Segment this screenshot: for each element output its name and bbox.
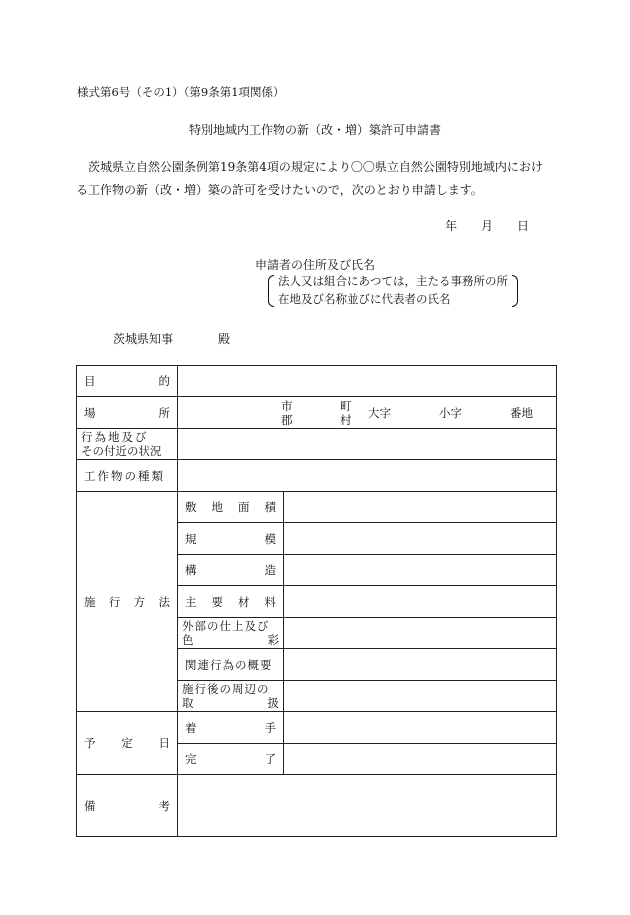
location-machi: 町 — [340, 398, 352, 413]
location-value[interactable] — [178, 397, 557, 429]
materials-label: 主 要 材 料 — [185, 594, 276, 609]
location-label: 場 所 — [84, 405, 170, 420]
row-site-area — [77, 492, 557, 523]
site-area-label: 敷 地 面 積 — [185, 500, 276, 514]
surroundings-label: 施行後の周辺の 取 扱 — [182, 682, 279, 710]
related-acts-label: 関連行為の概要 — [185, 657, 273, 672]
row-location — [77, 397, 557, 429]
right-bracket — [512, 275, 518, 307]
purpose-value[interactable] — [178, 366, 557, 397]
date-day: 日 — [517, 219, 530, 233]
date-year: 年 — [445, 219, 458, 233]
row-purpose — [77, 366, 557, 397]
structure-type-label: 工作物の種類 — [84, 468, 165, 483]
application-table — [76, 365, 557, 837]
structure-type-value[interactable] — [178, 460, 557, 492]
construction-label: 構 造 — [185, 563, 276, 577]
schedule-label-cell — [77, 712, 178, 775]
surroundings-value[interactable] — [284, 681, 557, 712]
scale-value[interactable] — [284, 523, 557, 555]
completion-date-value[interactable] — [284, 744, 557, 775]
left-bracket — [268, 275, 274, 307]
row-structure-type — [77, 460, 557, 492]
intro-line-1: 茨城県立自然公園条例第19条第4項の規定により〇〇県立自然公園特別地域内におけ — [88, 160, 543, 174]
remarks-value[interactable] — [178, 775, 557, 837]
applicant-note-line-1: 法人又は組合にあつては，主たる事務所の所 — [278, 274, 508, 288]
row-remarks — [77, 775, 557, 837]
applicant-label: 申請者の住所及び氏名 — [255, 258, 376, 272]
honorific: 殿 — [218, 332, 231, 346]
row-start-date — [77, 712, 557, 744]
exterior-label: 外部の仕上及び 色 彩 — [182, 619, 279, 647]
site-area-value[interactable] — [284, 492, 557, 523]
intro-paragraph — [76, 156, 558, 202]
related-acts-value[interactable] — [284, 649, 557, 681]
site-status-label: 行為地及び その付近の状況 — [81, 430, 162, 458]
construction-value[interactable] — [284, 555, 557, 586]
date-month: 月 — [481, 219, 494, 233]
site-status-value[interactable] — [178, 429, 557, 460]
form-title: 特別地域内工作物の新（改・増）築許可申請書 — [188, 123, 441, 137]
location-gun: 郡 — [281, 412, 293, 427]
purpose-label: 目 的 — [84, 374, 170, 388]
location-banchi: 番地 — [510, 405, 533, 420]
row-site-status — [77, 429, 557, 460]
start-label: 着 手 — [185, 720, 276, 735]
intro-line-2: る工作物の新（改・増）築の許可を受けたいので，次のとおり申請します。 — [76, 183, 483, 197]
start-date-value[interactable] — [284, 712, 557, 744]
form-number: 様式第6号（その1）（第9条第1項関係） — [77, 85, 285, 99]
scale-label: 規 模 — [185, 531, 276, 546]
applicant-note-line-2: 在地及び名称並びに代表者の氏名 — [278, 292, 451, 306]
remarks-label: 備 考 — [84, 798, 170, 813]
materials-value[interactable] — [284, 586, 557, 618]
applicant-note — [268, 273, 518, 307]
location-shi: 市 — [281, 398, 293, 413]
method-label: 施 行 方 法 — [84, 594, 170, 609]
addressee: 茨城県知事 — [113, 332, 174, 346]
completion-label: 完 了 — [185, 752, 276, 766]
schedule-label: 予 定 日 — [84, 736, 170, 750]
location-mura: 村 — [340, 412, 352, 427]
exterior-value[interactable] — [284, 618, 557, 649]
location-oaza: 大字 — [368, 405, 391, 420]
location-koaza: 小字 — [439, 405, 462, 420]
method-label-cell — [77, 492, 178, 712]
